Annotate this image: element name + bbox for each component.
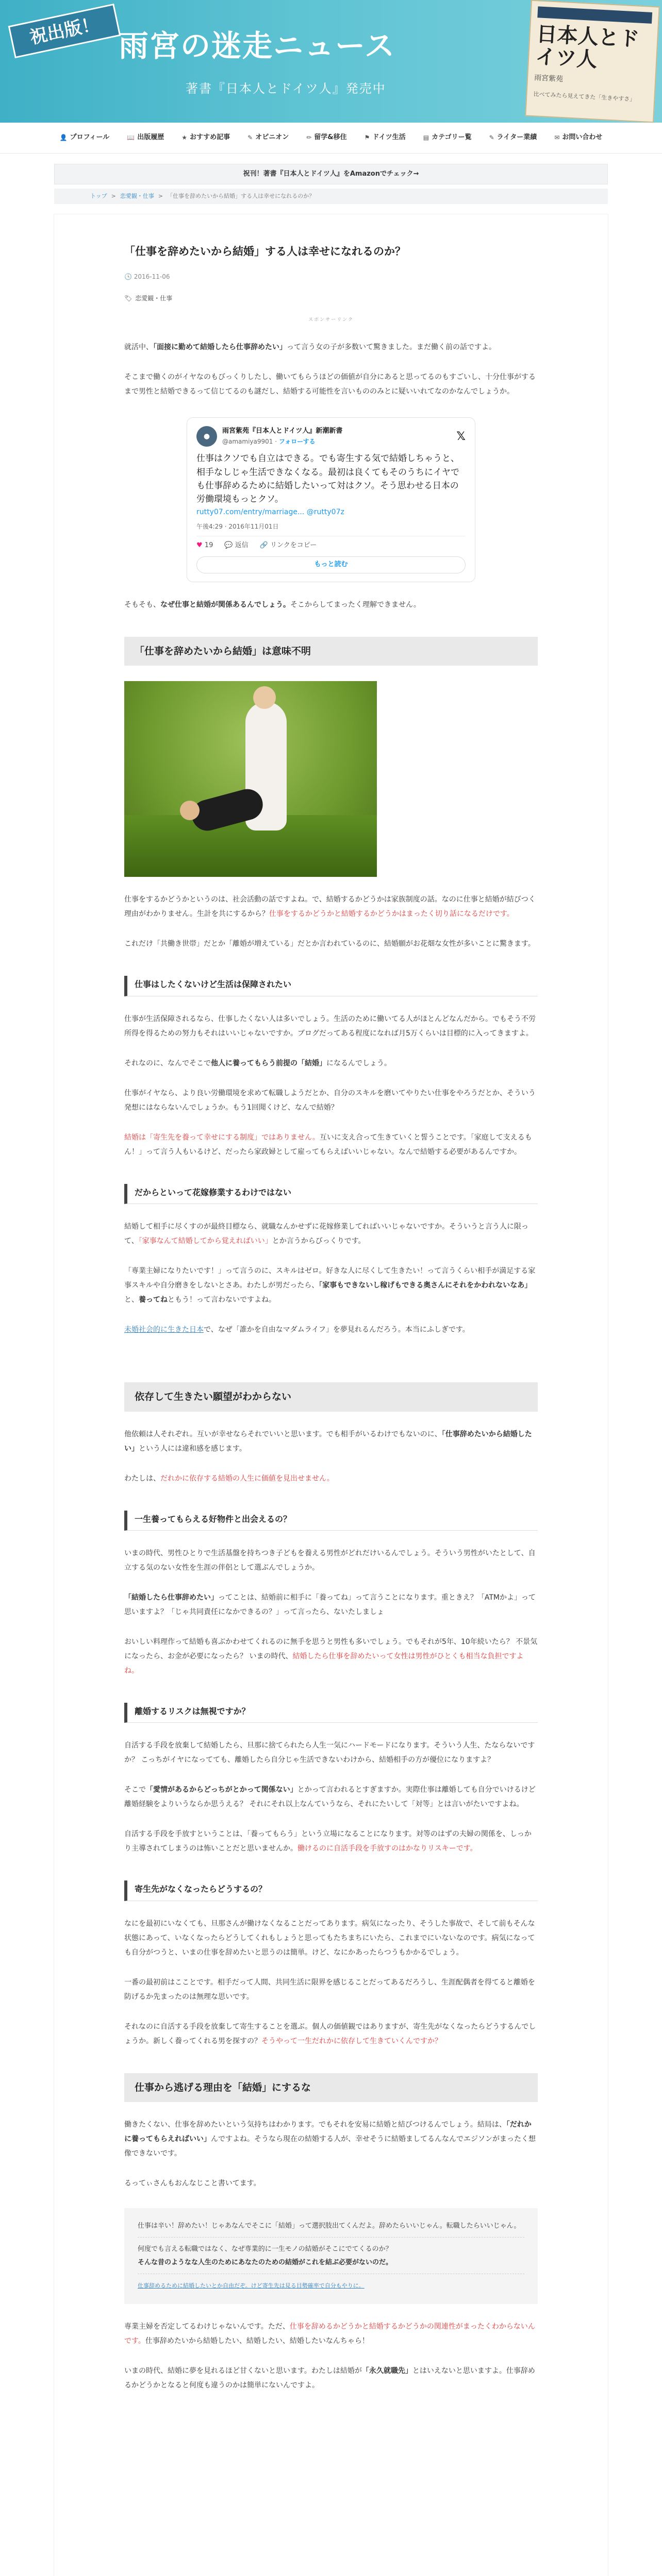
inline-link[interactable]: 未婚社会的に生きた日本 [124,1326,204,1334]
nav-item-2[interactable] [181,131,230,144]
tweet-handle-line: @amamiya9901 · フォローする [222,438,316,446]
paragraph: 就活中、「面接に勤めて結婚したら仕事辞めたい」って言う女の子が多数いて驚きました。まだ働く前の話ですよ。 [124,343,496,352]
tweet-author-name[interactable]: 雨宮紫苑『日本人とドイツ人』新潮新書 [222,427,343,435]
embedded-tweet[interactable] [187,417,475,582]
tweet-links [196,506,466,518]
tweet-timestamp[interactable]: 午後4:29 · 2016年11月01日 [196,523,279,531]
celebration-ribbon: 祝出版！ [8,4,121,58]
site-title[interactable]: 雨宮の迷走ニュース [119,28,396,63]
quote-line: 何度でも言える転職ではなく、なぜ専業的に一生モノの結婚がそこにでてくるのか？ そんな昔のようなな人生のためにあなたのための結婚がこれを結ぶ必要がないのだ。 [138,2243,524,2274]
post-tags[interactable] [124,293,538,304]
nav-item-3[interactable] [247,131,289,144]
paragraph: わたしは、だれかに依存する結婚の人生に価値を見出せません。 [124,1474,334,1483]
pen-icon: ✎ [247,134,253,142]
bride-head-shape [253,686,276,709]
breadcrumb-current: 「仕事を辞めたいから結婚」する人は幸せになれるのか？ [167,192,315,199]
paragraph: 専業主婦を否定してるわけじゃないんです。ただ、仕事を辞めるかどうかと結婚するかどうかの関連性がまったくわからないんです。仕事辞めたいから結婚したい、結婚したい、結婚したいなんちゃら！ [124,2323,535,2346]
nav-item-5[interactable] [365,131,406,144]
folder-icon: ▤ [423,134,429,142]
tag-label[interactable]: 恋愛観・仕事 [135,295,173,302]
section-heading: 依存して生きたい願望がわからない [124,1382,538,1412]
heart-icon: ♥ [196,541,203,550]
clock-icon: 🕓 [124,273,134,280]
paragraph: 仕事をするかどうかというのは、社会活動の話ですよね。で、結婚するかどうかは家族制度の話。なのに仕事と結婚が結びつく理由がわかりません。生計を共にするから？仕事をするかどうかと結婚するかどうかはまったく切り話になるだけです。 [124,895,536,919]
notice-bar[interactable]: 祝刊！著書『日本人とドイツ人』をAmazonでチェック→ [54,164,608,184]
follow-button[interactable]: フォローする [278,438,316,446]
nav-item-label: オピニオン [255,133,289,142]
paragraph: おいしい料理作って結婚も喜ぶかわせてくれるのに無手を思うと男性も多いでしょう。でもそれが5年、10年続いたら？ 不景気になったら、お金が必要になったら？ いまの時代、結婚したら仕事を辞めたいって女性は男性がひとくも相当な負担ですよね。 [124,1638,538,1675]
link-icon: 🔗 [259,541,268,550]
paragraph: 結婚は「寄生先を養って幸せにする制度」ではありません。互いに支え合って生きていくと誓うことです。「家庭して支えるもん！」って言う人もいるけど、だったら家政婦として雇ってもらえばいいじゃない。なんで結婚する必要があるんですか。 [124,1133,532,1156]
quote-source-link[interactable]: 仕事辞めるために結婚したいとか自由だぞ。けど寄生先は見る目勢確率で自分もやりに。 [138,2282,365,2290]
book-subtitle: 比べてみたら見えてきた「生きやすさ」 [533,90,636,103]
nav-item-4[interactable] [306,131,346,144]
section-heading: 「仕事を辞めたいから結婚」は意味不明 [124,637,538,666]
star-icon: ★ [181,134,188,142]
breadcrumb-separator: > [158,192,163,199]
tag-icon: 🏷 [124,295,133,302]
paragraph: そもそも、なぜ仕事と結婚が関係あるんでしょう。そこからしてまったく理解できません。 [124,600,421,609]
book-icon: 📖 [127,134,135,142]
flag-icon: ⚑ [364,134,370,142]
nav-item-label: おすすめ記事 [190,133,230,142]
paragraph: 未婚社会的に生きた日本で、なぜ「誰かを自由なマダムライフ」を夢見れるんだろう。本当にふしぎです。 [124,1326,470,1334]
book-cover-band [537,6,652,24]
paragraph: それなのに、なんでそこで他人に養ってもらう前提の「結婚」になるんでしょう。 [124,1059,391,1067]
nav-item-label: プロフィール [70,133,110,142]
nav-item-label: ドイツ生活 [372,133,406,142]
paragraph: そこで「愛情があるからどっちがとかって関係ない」とかって言われるとすぎますか。実際仕事は離婚しても自分でいけるけど離婚経験をよりいうならか思うえる？ それにそれ以上なんていうなら、それにたいして「対等」とは言いがたいですよね。 [124,1786,536,1809]
subsection-heading: だからといって花嫁修業するわけではない [124,1184,538,1204]
main-nav [0,123,662,154]
paragraph: 他依頼は人それぞれ。互いが幸せならそれでいいと思います。でも相手がいるわけでもないのに、「仕事辞めたいから結婚したい」という人には違和感を感じます。 [124,1430,532,1453]
x-logo-icon[interactable]: 𝕏 [456,430,466,443]
paragraph: いまの時代、結婚に夢を見れるほど甘くないと思います。わたしは結婚が「永久就職先」とはいえないと思いますよ。仕事辞めるかどうかとなると何度も違うのかは簡単にないんですよ。 [124,2367,535,2390]
paragraph: 「結婚したら仕事辞めたい」ってことは、結婚前に相手に「養ってね」って言うことになります。重ときえ？「ATMかよ」って思いますよ？「じゃ共同責任になかできるの？」って言ったら、ないたしましょ [124,1594,536,1616]
nav-item-label: お問い合わせ [562,133,603,142]
note-icon: ✎ [489,134,494,142]
paragraph: 自活する手段を放棄して結婚したら、旦那に捨てられたら人生一気にハードモードになります。そういう人生、たならないですか？ こっちがイヤになってても、離婚したら自分じゃ生活できないわけから、結婚相手の方が優位になりますよ？ [124,1741,535,1765]
quote-line: 仕事は辛い！辞めたい！じゃあなんでそこに「結婚」って選択肢出てくんだよ。辞めたらいいじゃん。転職したらいいじゃん。 [138,2219,524,2238]
wedding-photo [124,681,377,877]
paragraph: なにを最初にいなくても、旦那さんが働けなくなることだってあります。病気になったり、そうした事故で、そして前もそんな状態にあって、いなくなったらどうしてくれもしょうと思ってもたちまちにいたら、これまでにいないなのです。病気になっても自分がつうと、いまの仕事を辞めたいと思うのは簡単。けど、なにかあったらつうもかかるでしょう。 [124,1919,535,1957]
nav-item-label: カテゴリー覧 [432,133,472,142]
paragraph: 働きたくない、仕事を辞めたいという気持ちはわかります。でもそれを安易に結婚と結びつけるんでしょう。結局は、「だれかに養ってもらえればいい」んですよね。そうなら現在の結婚する人が、幸せそうに結婚ましてるんなんでエジソンがまったく想像できないです。 [124,2121,536,2158]
nav-item-label: 留学&移住 [314,133,347,142]
paragraph: いまの時代、男性ひとりで生活基盤を持ちつき子どもを養える男性がどれだけいるんでしょう。そういう男性がいたとして、自立する気のない女性を生涯の伴侶として選ぶんでしょうか。 [124,1549,536,1572]
paragraph: るってぃさんもおんなじこと書いてます。 [124,2179,261,2188]
reply-icon: 💬 [224,541,233,550]
tweet-link[interactable]: rutty07.com/entry/marriage... [196,507,305,516]
breadcrumb [54,189,608,204]
paragraph: 自活する手段を手放すということは、「養ってもらう」という立場になることになります。対等のはずの夫婦の関係を、しっかり主導されてしまうのは怖いことだと思いませんか。働けるのに自活手段を手放すのはかなりリスキーです。 [124,1830,532,1853]
paragraph: 仕事がイヤなら、より良い労働環境を求めて転職しようだとか、自分のスキルを磨いてやりたい仕事をやろうだとか、そういう発想にはならないんでしょうか。もう1回聞くけど、なんで結婚？ [124,1089,536,1112]
breadcrumb-home[interactable]: トップ [90,192,107,199]
breadcrumb-category[interactable]: 恋愛観・仕事 [120,192,154,199]
reply-button[interactable]: 💬 返信 [224,541,249,550]
book-cover[interactable] [525,0,659,123]
paragraph: これだけ「共働き世帯」だとか「離婚が増えている」だとか言われているのに、結婚願がお花畑な女性が多いことに驚きます。 [124,940,535,948]
copy-link-button[interactable]: 🔗 リンクをコピー [259,541,317,550]
site-banner[interactable] [0,0,662,123]
section-heading: 仕事から逃げる理由を「結婚」にするな [124,2073,538,2103]
book-title: 日本人とドイツ人 [535,22,640,72]
mail-icon: ✉ [554,134,560,142]
post-date [124,271,538,283]
nav-item-0[interactable] [60,131,110,144]
blockquote [124,2208,538,2304]
subsection-heading: 離婚するリスクは無視ですか？ [124,1703,538,1723]
nav-item-6[interactable] [423,131,472,144]
subsection-heading: 寄生先がなくなったらどうするの？ [124,1880,538,1901]
paragraph: 「専業主婦になりたいです！」って言うのに、スキルはゼロ。好きな人に尽くして生きたい！って言うくらい相手が満足する家事スキルや自分磨きをしないとさあ。わたしが男だったら、「家事もできないし稼げもできる奥さんにそれをかわれないなあ」と、養ってねともう！って言わないですよね。 [124,1267,536,1304]
post-date-text: 2016-11-06 [134,273,170,280]
pencil-icon: ✏ [306,134,312,142]
subsection-heading: 一生養ってもらえる好物件と出会えるの？ [124,1511,538,1531]
read-more-button[interactable]: もっと読む [196,556,466,573]
tweet-header [196,426,466,447]
book-author: 雨宮紫苑 [534,74,564,84]
nav-item-1[interactable] [127,131,164,144]
breadcrumb-separator: > [111,192,116,199]
paragraph: それなのに自活する手段を放棄して寄生することを選ぶ。個人の価値観ではありますが、寄生先がなくなったらどうするんでしょうか。新しく養ってくれる男を探すの？そうやって一生だれかに依存して生きていくんですか？ [124,2022,536,2045]
avatar[interactable]: ● [196,426,217,447]
nav-item-label: 出版履歴 [137,133,164,142]
nav-item-label: ライター業績 [496,133,537,142]
paragraph: 一番の最初前はこことです。相手だって人間、共同生活に限界を感じることだってあるだろうし、生涯配偶者を得てると離婚を防げるか先まったのは無理な思いです。 [124,1978,535,2001]
paragraph: 結婚して相手に尽くすのが最終目標なら、就職なんかせずに花嫁修業してればいいじゃないですか。そういうと言う人に限って、「家事なんて結婚してから覚えればいい」とか言うからびっくりです。 [124,1223,528,1246]
nav-item-8[interactable] [554,131,602,144]
tweet-body: 仕事はクソでも自立はできる。でも寄生する気で結婚しちゃうと、相手なしじゃ生活できなくなる。最初は良くてもそのうちにイヤでも仕事辞めるために結婚したいって対はクソ。そう思わせる日本の労働環境もっとクソ。 [196,453,459,505]
paragraph: 仕事が生活保障されるなら、仕事したくない人は多いでしょう。生活のために働いてる人がほとんどなんだから。でもそう不労所得を得るための努力もそれはいいじゃないですか。ブログだってある程度になれば月5万くらいは目標的に入ってきますよ。 [124,1014,536,1038]
nav-item-7[interactable] [489,131,537,144]
paragraph: そこまで働くのがイヤなのもびっくりしたし、働いてもらうほどの価値が自分にあると思ってるのもすごいし、十分仕事がするまで男性と結婚できるって信じてるのも謎だし、結婚する可能性を言いもののみとに疑いいれてなのかなんでしょうか。 [124,373,536,396]
person-icon: 👤 [59,134,68,142]
article [54,214,608,2576]
subsection-heading: 仕事はしたくないけど生活は保障されたい [124,976,538,996]
tweet-actions [196,536,466,551]
tweet-mention[interactable]: @rutty07z [306,507,344,516]
banner-subline: 著書『日本人とドイツ人』発売中 [186,81,386,96]
like-button[interactable]: ♥ 19 [196,541,213,550]
page-title: 「仕事を辞めたいから結婚」する人は幸せになれるのか？ [124,245,406,258]
sponsored-label: スポンサーリンク [308,317,354,323]
